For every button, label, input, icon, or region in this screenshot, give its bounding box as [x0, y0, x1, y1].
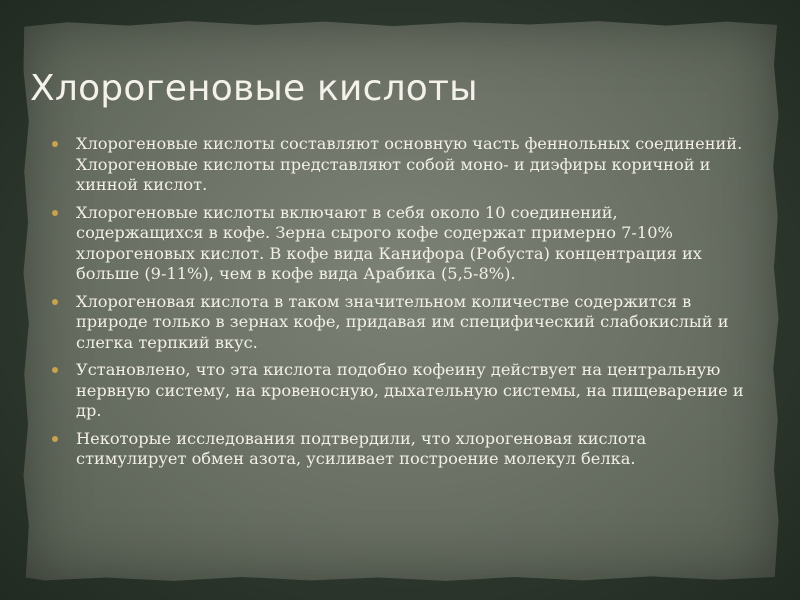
bullet-text-1: Хлорогеновые кислоты составляют основную часть феннольных соединений. Хлорогеновые кислоты представляют собой моно- и диэфиры коричной и хинной кислот.: [76, 134, 743, 194]
bullet-text-3: Хлорогеновая кислота в таком значительном количестве содержится в природе только в зернах кофе, придавая им специфический слабокислый и слегка терпкий вкус.: [76, 291, 729, 352]
bullet-dot-icon: [52, 299, 58, 305]
bullet-dot-icon: [52, 436, 58, 442]
bullet-dot-icon: [52, 210, 58, 216]
bullet-list: [50, 134, 750, 477]
bullet-item-5: [50, 429, 750, 470]
bullet-item-4: [50, 360, 750, 422]
bullet-item-2: [50, 203, 750, 285]
bullet-dot-icon: [52, 141, 58, 147]
bullet-item-1: [50, 134, 750, 196]
bullet-text-5: Некоторые исследования подтвердили, что хлорогеновая кислота стимулирует обмен азота, усиливает построение молекул белка.: [76, 428, 647, 468]
bullet-text-4: Установлено, что эта кислота подобно кофеину действует на центральную нервную систему, на кровеносную, дыхательную системы, на пищеварение и др.: [76, 360, 744, 420]
bullet-item-3: [50, 292, 750, 354]
bullet-dot-icon: [52, 367, 58, 373]
bullet-text-2: Хлорогеновые кислоты включают в себя около 10 соединений, содержащихся в кофе. Зерна сырого кофе содержат примерно 7-10% хлорогеновых кислот. В кофе вида Канифора (Робуста) концентрация их больше (9-11%), чем в кофе вида Арабика (5,5-8%).: [76, 202, 702, 283]
slide-title: Хлорогеновые кислоты: [30, 68, 478, 109]
